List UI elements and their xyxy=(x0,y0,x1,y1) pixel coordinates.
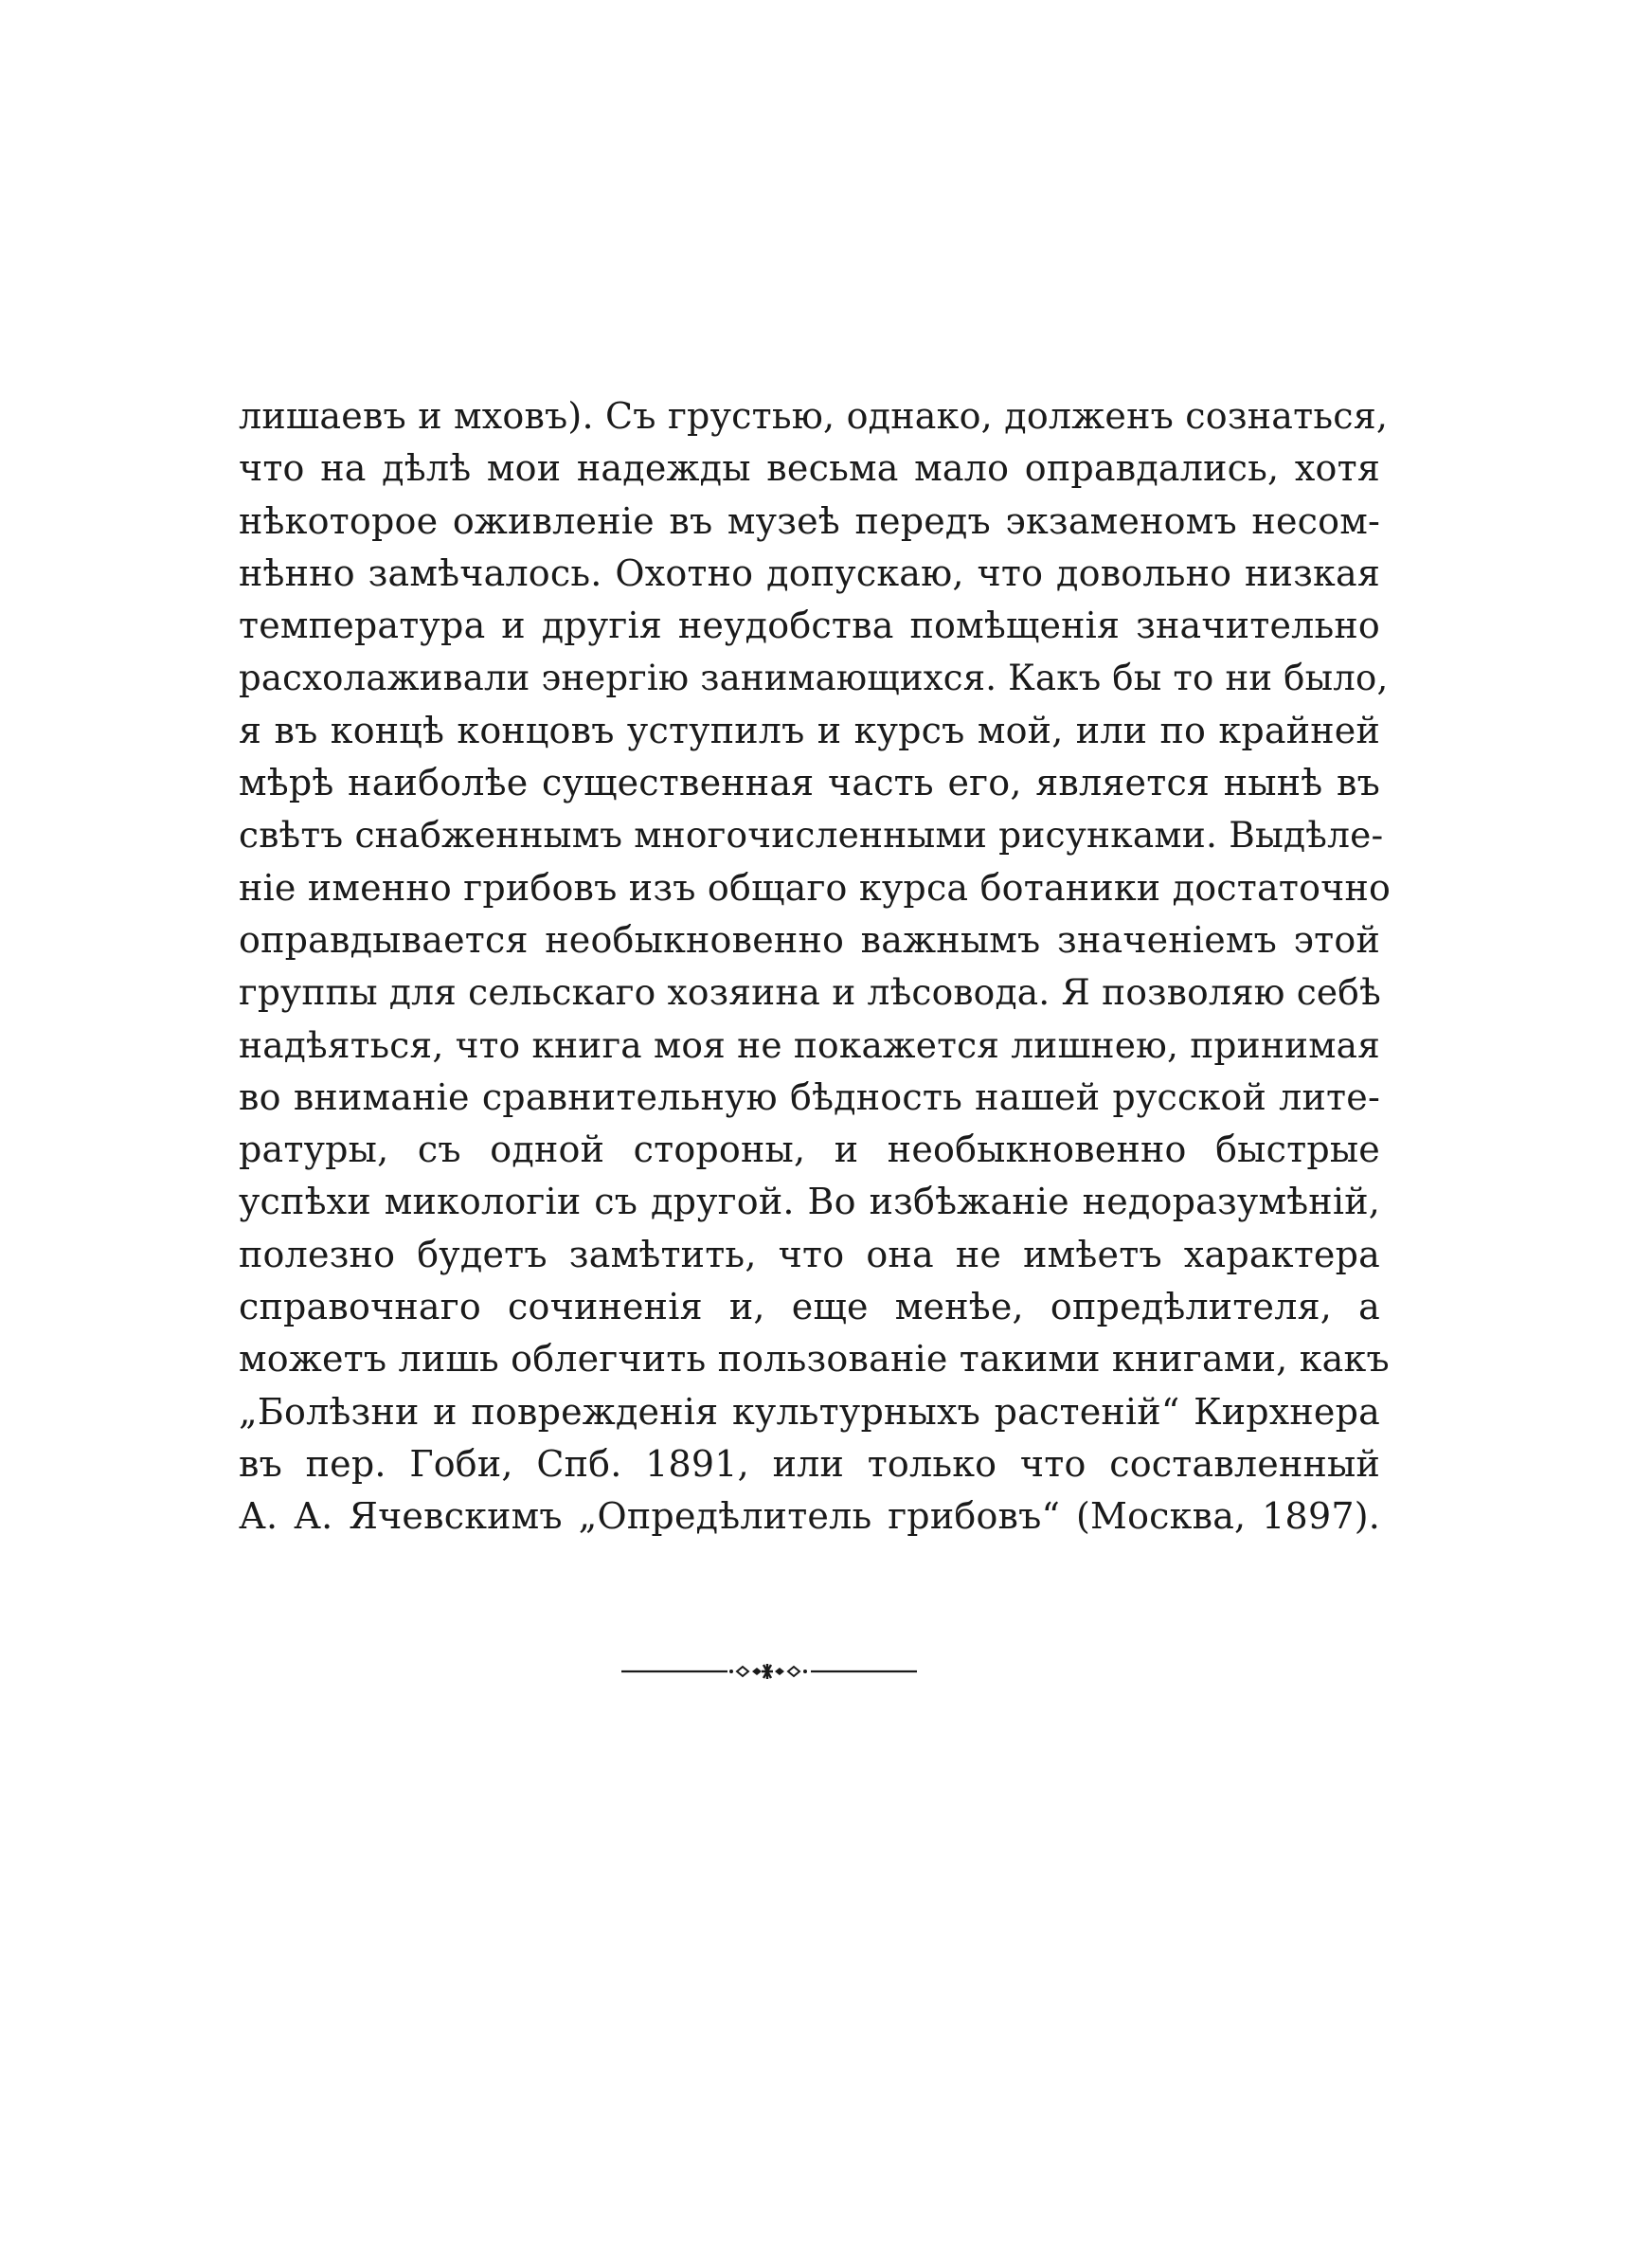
text-line-21: въ пер. Гоби, Спб. 1891, или только что составленный xyxy=(239,1442,1380,1485)
text-line-15: ратуры, съ одной стороны, и необыкновенно быстрые xyxy=(239,1128,1380,1171)
decorative-rule-icon xyxy=(621,1660,917,1683)
text-line-14: во вниманіе сравнительную бѣдность нашей русской лите- xyxy=(239,1075,1380,1118)
text-line-1: лишаевъ и мховъ). Съ грустью, однако, долженъ сознаться, xyxy=(239,395,1389,437)
text-line-16: успѣхи микологіи съ другой. Во избѣжаніе недоразумѣній, xyxy=(239,1181,1380,1223)
body-text xyxy=(239,390,1392,1544)
text-line-10: ніе именно грибовъ изъ общаго курса ботаники достаточно xyxy=(239,866,1392,909)
text-line-5: температура и другія неудобства помѣщенія значительно xyxy=(239,605,1380,647)
text-line-8: мѣрѣ наиболѣе существенная часть его, является нынѣ въ xyxy=(239,762,1380,804)
text-line-19: можетъ лишь облегчить пользованіе такими книгами, какъ xyxy=(239,1338,1390,1381)
text-line-17: полезно будетъ замѣтить, что она не имѣетъ характера xyxy=(239,1233,1380,1275)
text-line-18: справочнаго сочиненія и, еще менѣе, опредѣлителя, а xyxy=(239,1286,1380,1328)
text-line-22: А. А. Ячевскимъ „Опредѣлитель грибовъ“ (Москва, 1897). xyxy=(239,1495,1380,1538)
text-line-4: нѣнно замѣчалось. Охотно допускаю, что довольно низкая xyxy=(239,551,1380,594)
text-line-3: нѣкоторое оживленіе въ музеѣ передъ экзаменомъ несом- xyxy=(239,499,1380,542)
text-line-6: расхолаживали энергію занимающихся. Какъ бы то ни было, xyxy=(239,658,1389,699)
text-line-9: свѣтъ снабженнымъ многочисленными рисунками. Выдѣле- xyxy=(239,814,1384,857)
text-line-11: оправдывается необыкновенно важнымъ значеніемъ этой xyxy=(239,918,1380,961)
text-line-2: что на дѣлѣ мои надежды весьма мало оправдались, хотя xyxy=(239,447,1380,490)
text-line-7: я въ концѣ концовъ уступилъ и курсъ мой, или по крайней xyxy=(239,709,1380,751)
text-line-12: группы для сельскаго хозяина и лѣсовода. Я позволяю себѣ xyxy=(239,971,1381,1014)
text-line-13: надѣяться, что книга моя не покажется лишнею, принимая xyxy=(239,1023,1380,1066)
text-line-20: „Болѣзни и поврежденія культурныхъ растеній“ Кирхнера xyxy=(239,1390,1380,1433)
